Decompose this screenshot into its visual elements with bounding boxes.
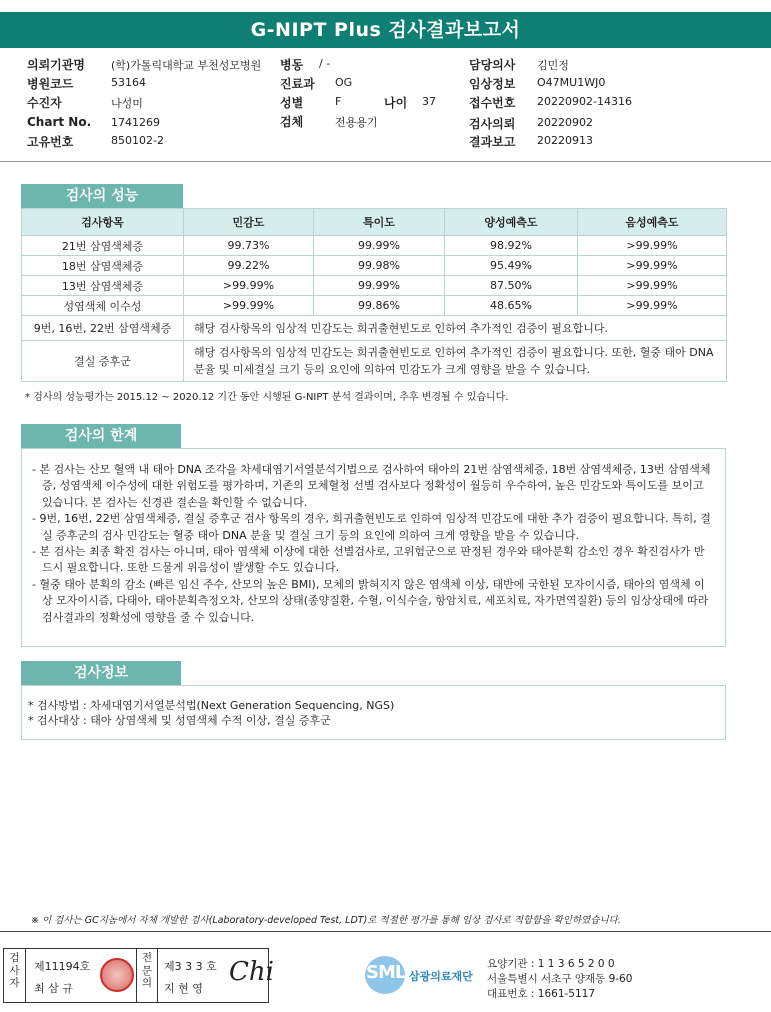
unique-value: 850102-2 <box>111 134 164 147</box>
examiner-license: 제11194호 <box>34 960 91 973</box>
receipt-value: 20220902-14316 <box>537 95 632 108</box>
age-value: 37 <box>422 95 436 108</box>
table-row <box>22 276 727 296</box>
sensitivity: >99.99% <box>184 276 314 296</box>
performance-table <box>21 208 727 382</box>
performance-section-title: 검사의 성능 <box>21 184 183 208</box>
unique-label: 고유번호 <box>27 135 74 149</box>
test-note: 해당 검사항목의 임상적 민감도는 희귀출현빈도로 인하여 추가적인 검증이 필요합니다. 또한, 혈중 태아 DNA 분율 및 미세결실 크기 등의 요인에 의하여 민감도가 크게 영향을 받을 수 있습니다. <box>184 341 727 382</box>
chart-value: 1741269 <box>111 116 160 129</box>
column-header: 검사항목 <box>22 209 184 236</box>
report-title: G-NIPT Plus 검사결과보고서 <box>0 12 771 48</box>
specialist-label <box>136 949 158 1002</box>
npv: >99.99% <box>578 236 727 256</box>
request-date-value: 20220902 <box>537 116 593 129</box>
request-date-label: 검사의뢰 <box>469 117 516 131</box>
ward-label: 병동 <box>280 58 304 72</box>
requester-label: 의뢰기관명 <box>27 58 85 72</box>
chart-label: Chart No. <box>27 115 92 129</box>
patient-info <box>0 56 771 156</box>
hospital-code-label: 병원코드 <box>27 77 74 91</box>
specimen-value: 전용용기 <box>335 116 378 129</box>
specimen-label: 검체 <box>280 115 304 129</box>
report-date-label: 결과보고 <box>469 135 516 149</box>
examiner-name: 최 삼 규 <box>34 982 73 995</box>
test-item: 18번 삼염색체증 <box>22 256 184 276</box>
ppv: 95.49% <box>445 256 578 276</box>
npv: >99.99% <box>578 296 727 316</box>
examiner-label <box>4 949 26 1002</box>
dept-value: OG <box>335 76 353 89</box>
specificity: 99.98% <box>314 256 445 276</box>
org-code: 요양기관 : 1 1 3 6 5 2 0 0 <box>487 958 615 970</box>
org-address: 서울특별시 서초구 양재동 9-60 <box>487 973 633 985</box>
specialist-label-text: 전문의 <box>141 952 153 989</box>
table-row <box>22 296 727 316</box>
receipt-label: 접수번호 <box>469 96 516 110</box>
column-header: 양성예측도 <box>445 209 578 236</box>
test-note: 해당 검사항목의 임상적 민감도는 희귀출현빈도로 인하여 추가적인 검증이 필요합니다. <box>184 316 727 341</box>
org-info <box>487 957 632 1002</box>
npv: >99.99% <box>578 256 727 276</box>
signature: Chi <box>229 957 274 987</box>
table-row <box>22 256 727 276</box>
column-header: 특이도 <box>314 209 445 236</box>
limits-section-title: 검사의 한계 <box>21 424 181 448</box>
ppv: 98.92% <box>445 236 578 256</box>
table-row <box>22 316 727 341</box>
column-header: 민감도 <box>184 209 314 236</box>
column-header: 음성예측도 <box>578 209 727 236</box>
org-phone: 대표번호 : 1661-5117 <box>487 988 596 1000</box>
specificity: 99.99% <box>314 236 445 256</box>
doctor-label: 담당의사 <box>469 58 516 72</box>
logo-name: 삼광의료재단 <box>409 970 473 983</box>
clinical-value: O47MU1WJ0 <box>537 76 606 89</box>
dept-label: 진료과 <box>280 77 315 91</box>
signature-box <box>3 948 274 1003</box>
divider <box>0 161 771 162</box>
npv: >99.99% <box>578 276 727 296</box>
sensitivity: 99.22% <box>184 256 314 276</box>
limit-item: - 본 검사는 산모 혈액 내 태아 DNA 조각을 차세대염기서열분석기법으로 검사하여 태아의 21번 삼염색체증, 18번 삼염색체증, 13번 삼염색체증, 성염색체 이수성에 대한 위험도를 평가하며, 기존의 모체혈청 선별 검사보다 정확성이 월등히 우수하여, 높은 민감도와 특이도를 보이고 있습니다. 본 검사는 신경관 결손을 확인할 수 없습니다. <box>32 463 711 509</box>
performance-footnote: * 검사의 성능평가는 2015.12 ~ 2020.12 기간 동안 시행된 G-NIPT 분석 결과이며, 추후 변경될 수 있습니다. <box>25 392 509 403</box>
test-info-section-title: 검사정보 <box>21 661 181 685</box>
sex-label: 성별 <box>280 96 304 110</box>
age-label: 나이 <box>384 96 408 110</box>
test-method: * 검사방법 : 차세대염기서열분석법(Next Generation Sequencing, NGS) <box>28 699 395 712</box>
disclaimer: ※ 이 검사는 GC지놈에서 자체 개발한 검사(Laboratory-developed Test, LDT)로 적절한 평가를 통해 임상 검사로 적합함을 확인하였습니다. <box>31 915 621 926</box>
specialist-name: 지 현 영 <box>164 982 203 995</box>
test-item: 성염색체 이수성 <box>22 296 184 316</box>
examiner-label-text: 검사자 <box>9 952 20 989</box>
patient-label: 수진자 <box>27 96 62 110</box>
hospital-code-value: 53164 <box>111 76 146 89</box>
limit-item: - 혈중 태아 분획의 감소 (빠른 임신 주수, 산모의 높은 BMI), 모체의 밝혀지지 않은 염색체 이상, 태반에 국한된 모자이시즘, 태아의 염색체 이상 모자이시즘, 다태아, 태아분획측정오차, 산모의 상태(종양질환, 수혈, 이식수술, 항암치료, 세포치료, 자가면역질환) 등의 임상상태에 따라 검사결과의 정확성에 영향을 줄 수 있습니다. <box>32 577 709 624</box>
ward-value: / - <box>319 57 331 70</box>
sensitivity: >99.99% <box>184 296 314 316</box>
table-row <box>22 341 727 382</box>
sex-value: F <box>335 95 342 108</box>
test-item: 9번, 16번, 22번 삼염색체증 <box>22 316 184 341</box>
requester-value: (학)가톨릭대학교 부천성모병원 <box>111 59 262 72</box>
test-item: 13번 삼염색체증 <box>22 276 184 296</box>
ppv: 87.50% <box>445 276 578 296</box>
test-item: 결실 증후군 <box>22 341 184 382</box>
test-info-box <box>21 685 726 740</box>
specialist-license: 제3 3 3 호 <box>164 960 217 973</box>
test-item: 21번 삼염색체증 <box>22 236 184 256</box>
doctor-value: 김민정 <box>537 59 569 72</box>
limits-box <box>21 448 726 647</box>
report-date-value: 20220913 <box>537 134 593 147</box>
sensitivity: 99.73% <box>184 236 314 256</box>
specificity: 99.99% <box>314 276 445 296</box>
ppv: 48.65% <box>445 296 578 316</box>
footer-divider <box>0 931 771 932</box>
logo-text: SML <box>366 962 406 983</box>
limit-item: - 본 검사는 최종 확진 검사는 아니며, 태아 염색체 이상에 대한 선별검사로, 고위험군으로 판정된 경우와 태아분획 감소인 경우 확진검사가 반드시 필요합니다. 또한 드물게 위음성이 발생할 수도 있습니다. <box>32 545 705 575</box>
specificity: 99.86% <box>314 296 445 316</box>
table-header-row <box>22 209 727 236</box>
patient-value: 나성미 <box>111 97 143 110</box>
limit-item: - 9번, 16번, 22번 삼염색체증, 결실 증후군 검사 항목의 경우, 희귀출현빈도로 인하여 임상적 민감도에 대한 추가 검증이 필요합니다. 특히, 결실 증후군의 검사 민감도는 혈중 태아 DNA 분율 및 결실 크기 등의 요인에 의하여 크게 영향을 받을 수 있습니다. <box>32 512 711 542</box>
test-target: * 검사대상 : 태아 상염색체 및 성염색체 수적 이상, 결실 증후군 <box>28 714 331 727</box>
sml-logo <box>365 956 483 996</box>
table-row <box>22 236 727 256</box>
clinical-label: 임상정보 <box>469 77 516 91</box>
seal-stamp <box>100 958 134 992</box>
